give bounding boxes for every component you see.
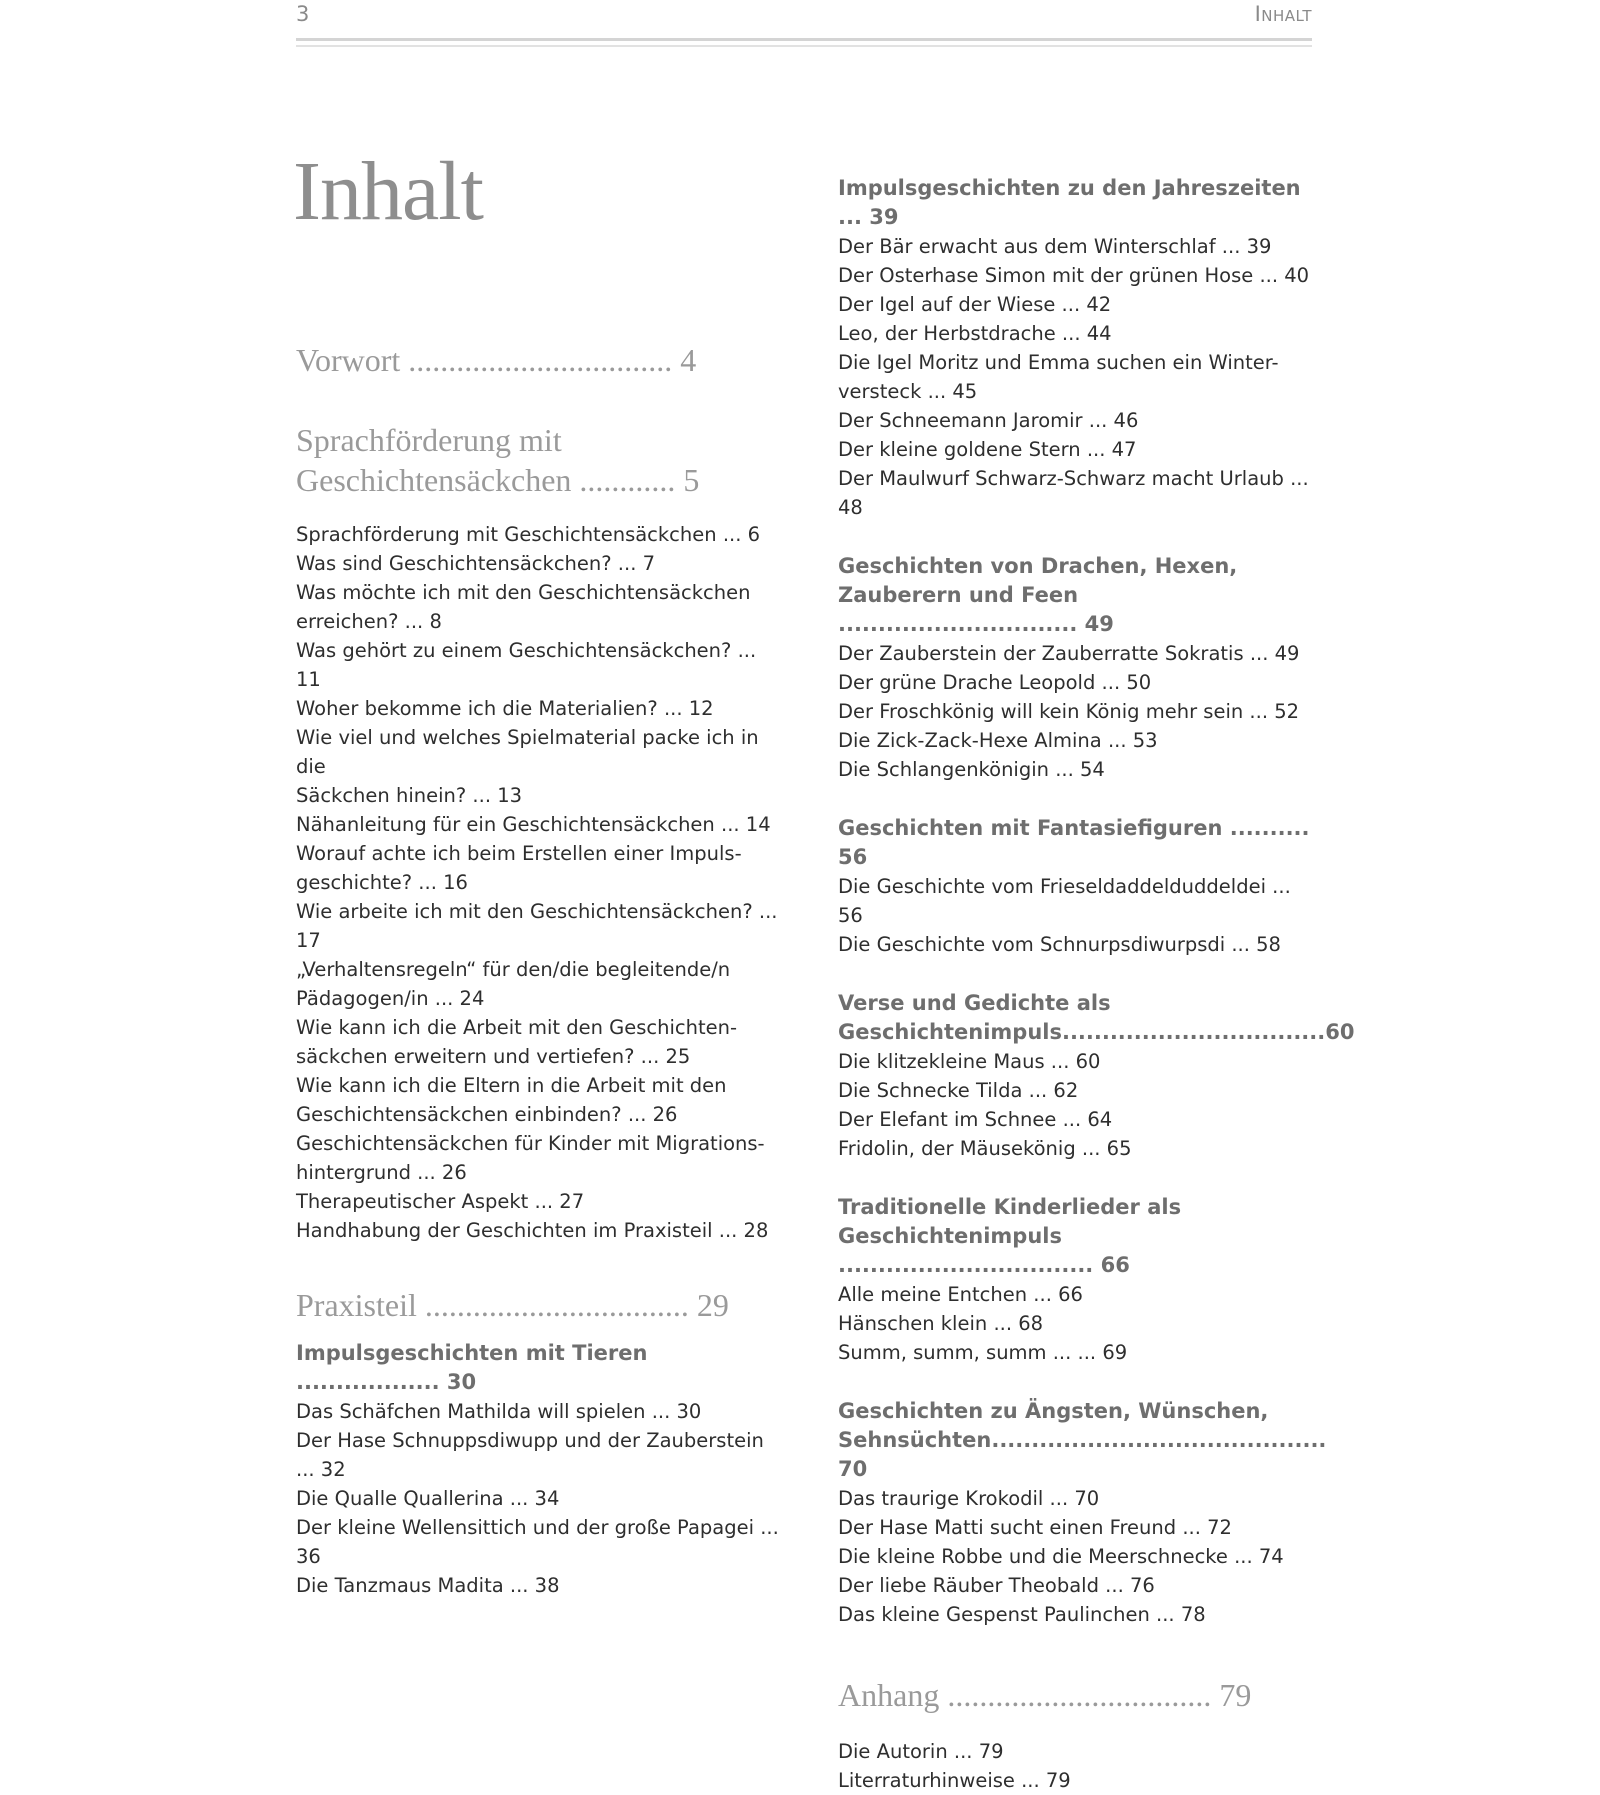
toc-label-line2: Geschichtensäckchen [296, 462, 572, 498]
toc-entry[interactable]: Geschichtensäckchen einbinden? ... 26 [296, 1103, 678, 1126]
toc-entry[interactable]: Hänschen klein ... 68 [838, 1312, 1044, 1335]
toc-entry[interactable]: Der Maulwurf Schwarz-Schwarz macht Urlaub ... 48 [838, 467, 1309, 519]
toc-entry[interactable]: Therapeutischer Aspekt ... 27 [296, 1190, 585, 1213]
toc-entry[interactable]: Wie viel und welches Spielmaterial packe ich in die [296, 726, 759, 778]
toc-entry[interactable]: Was möchte ich mit den Geschichtensäckchen [296, 581, 751, 604]
toc-section-drachen[interactable] [838, 552, 1316, 639]
toc-right-column [838, 174, 1355, 1795]
toc-major-anhang[interactable] [838, 1675, 1316, 1715]
toc-entry[interactable]: Woher bekomme ich die Materialien? ... 12 [296, 697, 714, 720]
toc-entries-fantasie [838, 872, 1316, 959]
toc-entry[interactable]: Geschichtensäckchen für Kinder mit Migrations- [296, 1132, 765, 1155]
toc-entry[interactable]: Der liebe Räuber Theobald ... 76 [838, 1574, 1155, 1597]
toc-entry[interactable]: Die Autorin ... 79 [838, 1740, 1004, 1763]
page-header [296, 0, 1312, 52]
toc-leader: ................................. [939, 1677, 1220, 1713]
toc-entry[interactable]: Pädagogen/in ... 24 [296, 987, 485, 1010]
toc-entry[interactable]: Literraturhinweise ... 79 [838, 1769, 1071, 1792]
toc-entry[interactable]: Nähanleitung für ein Geschichtensäckchen ... 14 [296, 813, 771, 836]
toc-entries-tiere [296, 1397, 786, 1600]
toc-entry[interactable]: Wie arbeite ich mit den Geschichtensäckchen? ... 17 [296, 900, 778, 952]
toc-entry[interactable]: Säckchen hinein? ... 13 [296, 784, 523, 807]
toc-entry[interactable]: Die Igel Moritz und Emma suchen ein Winter- [838, 351, 1279, 374]
toc-page: 29 [696, 1287, 729, 1323]
toc-entry[interactable]: Worauf achte ich beim Erstellen einer Impuls- [296, 842, 742, 865]
toc-label: Vorwort [296, 342, 401, 378]
toc-entry[interactable]: Das traurige Krokodil ... 70 [838, 1487, 1100, 1510]
toc-entry[interactable]: Leo, der Herbstdrache ... 44 [838, 322, 1112, 345]
toc-entry[interactable]: „Verhaltensregeln“ für den/die begleitende/n [296, 958, 731, 981]
toc-entry[interactable]: Die Zick-Zack-Hexe Almina ... 53 [838, 729, 1158, 752]
toc-section-aengste[interactable] [838, 1397, 1327, 1484]
toc-section-line2: Sehnsüchten.......................................... 70 [838, 1428, 1327, 1481]
toc-section-line1: Geschichten von Drachen, Hexen, [838, 554, 1238, 578]
page-title: Inhalt [293, 145, 483, 238]
toc-entry[interactable]: versteck ... 45 [838, 380, 978, 403]
toc-leader: ................................. [400, 342, 681, 378]
toc-section-line1: Geschichten zu Ängsten, Wünschen, [838, 1399, 1269, 1423]
toc-label: Anhang [838, 1677, 940, 1713]
toc-section-fantasie[interactable]: Geschichten mit Fantasiefiguren .......... 56 [838, 816, 1310, 869]
toc-page: 79 [1219, 1677, 1252, 1713]
toc-section-line2: Geschichtenimpuls ................................ 66 [838, 1224, 1130, 1277]
toc-entry[interactable]: säckchen erweitern und vertiefen? ... 25 [296, 1045, 691, 1068]
toc-entry[interactable]: Der Schneemann Jaromir ... 46 [838, 409, 1139, 432]
toc-entry[interactable]: Die Qualle Quallerina ... 34 [296, 1487, 560, 1510]
toc-entry[interactable]: Die kleine Robbe und die Meerschnecke ... 74 [838, 1545, 1284, 1568]
toc-major-praxisteil[interactable] [296, 1285, 786, 1325]
header-rule [296, 38, 1312, 41]
toc-entry[interactable]: Der Zauberstein der Zauberratte Sokratis ... 49 [838, 642, 1300, 665]
toc-section-line2: Zauberern und Feen .............................. 49 [838, 583, 1114, 636]
toc-entry[interactable]: Die Tanzmaus Madita ... 38 [296, 1574, 560, 1597]
toc-entry[interactable]: Wie kann ich die Arbeit mit den Geschichten- [296, 1016, 738, 1039]
running-head: Inhalt [1254, 2, 1312, 26]
toc-entries-lieder [838, 1280, 1316, 1367]
toc-entry[interactable]: Der Osterhase Simon mit der grünen Hose ... 40 [838, 264, 1310, 287]
toc-entries-verse [838, 1047, 1316, 1163]
page-number: 3 [296, 2, 310, 26]
toc-entry[interactable]: Der Bär erwacht aus dem Winterschlaf ... 39 [838, 235, 1272, 258]
toc-major-sprachfoerderung[interactable] [296, 420, 786, 500]
toc-entries-drachen [838, 639, 1316, 784]
toc-entry[interactable]: hintergrund ... 26 [296, 1161, 467, 1184]
toc-entry[interactable]: Summ, summ, summ ... ... 69 [838, 1341, 1128, 1364]
toc-entries-anhang [838, 1737, 1316, 1795]
toc-section-verse[interactable] [838, 989, 1355, 1047]
toc-entry[interactable]: Die Schnecke Tilda ... 62 [838, 1079, 1079, 1102]
toc-entry[interactable]: Der Hase Matti sucht einen Freund ... 72 [838, 1516, 1232, 1539]
toc-entry[interactable]: Die klitzekleine Maus ... 60 [838, 1050, 1101, 1073]
toc-section-lieder[interactable] [838, 1193, 1316, 1280]
toc-label-line1: Sprachförderung mit [296, 422, 562, 458]
toc-entries-sprachfoerderung [296, 520, 786, 1245]
toc-entry[interactable]: Der Igel auf der Wiese ... 42 [838, 293, 1112, 316]
toc-entry[interactable]: Sprachförderung mit Geschichtensäckchen ... 6 [296, 523, 761, 546]
toc-entry[interactable]: Der Elefant im Schnee ... 64 [838, 1108, 1113, 1131]
toc-entry[interactable]: Der kleine Wellensittich und der große Papagei ... 36 [296, 1516, 779, 1568]
toc-entry[interactable]: Das kleine Gespenst Paulinchen ... 78 [838, 1603, 1206, 1626]
toc-entries-jahreszeiten [838, 232, 1316, 522]
header-rule-secondary [296, 45, 1312, 47]
toc-entry[interactable]: Die Geschichte vom Frieseldaddelduddeldei ... 56 [838, 875, 1291, 927]
toc-section-line1: Traditionelle Kinderlieder als [838, 1195, 1182, 1219]
toc-entry[interactable]: Fridolin, der Mäusekönig ... 65 [838, 1137, 1132, 1160]
toc-entries-aengste [838, 1484, 1316, 1629]
toc-entry[interactable]: Das Schäfchen Mathilda will spielen ... 30 [296, 1400, 702, 1423]
toc-entry[interactable]: Der Froschkönig will kein König mehr sein ... 52 [838, 700, 1300, 723]
toc-entry[interactable]: Was gehört zu einem Geschichtensäckchen? ... 11 [296, 639, 757, 691]
toc-entry[interactable]: Der kleine goldene Stern ... 47 [838, 438, 1137, 461]
toc-entry[interactable]: Die Schlangenkönigin ... 54 [838, 758, 1105, 781]
toc-page: 5 [683, 462, 700, 498]
toc-entry[interactable]: Handhabung der Geschichten im Praxisteil ... 28 [296, 1219, 769, 1242]
toc-section-line1: Verse und Gedichte als [838, 991, 1111, 1015]
toc-major-vorwort[interactable] [296, 340, 786, 380]
toc-left-column [296, 340, 786, 1600]
toc-entry[interactable]: Wie kann ich die Eltern in die Arbeit mit den [296, 1074, 727, 1097]
toc-entry[interactable]: Was sind Geschichtensäckchen? ... 7 [296, 552, 656, 575]
toc-entry[interactable]: Die Geschichte vom Schnurpsdiwurpsdi ... 58 [838, 933, 1281, 956]
toc-page: 4 [680, 342, 697, 378]
toc-section-line2: Geschichtenimpuls.................................60 [838, 1020, 1355, 1044]
toc-section-jahreszeiten[interactable]: Impulsgeschichten zu den Jahreszeiten ... 39 [838, 176, 1301, 229]
toc-entry[interactable]: Alle meine Entchen ... 66 [838, 1283, 1083, 1306]
toc-entry[interactable]: geschichte? ... 16 [296, 871, 468, 894]
toc-leader: ................................. [416, 1287, 697, 1323]
toc-entry[interactable]: Der Hase Schnuppsdiwupp und der Zauberstein ... 32 [296, 1429, 764, 1481]
toc-entry[interactable]: Der grüne Drache Leopold ... 50 [838, 671, 1152, 694]
toc-label: Praxisteil [296, 1287, 417, 1323]
toc-entry[interactable]: erreichen? ... 8 [296, 610, 442, 633]
toc-leader: ............ [571, 462, 684, 498]
toc-section-tiere[interactable]: Impulsgeschichten mit Tieren .................. 30 [296, 1341, 648, 1394]
